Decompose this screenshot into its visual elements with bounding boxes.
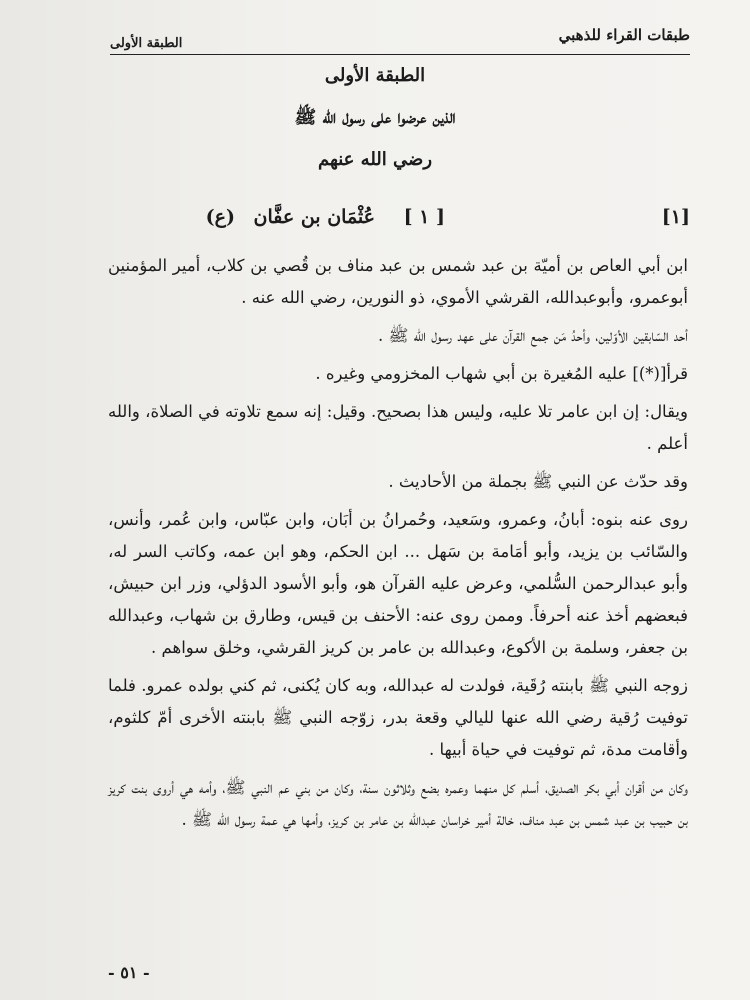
tier-subtitle: الذين عرضوا على رسول الله ﷺ [294,107,456,128]
page-number: - ٥١ - [108,963,150,982]
entry-heading [120,206,690,240]
entry-tag: (ع) [205,206,235,228]
section-title: الطبقة الأولى [110,36,183,51]
chapter-titles [0,62,750,188]
paragraph: وكان من أقران أبي بكر الصديق، أسلم كل منهما وعمره بضع وثلاثون سنة، وكان من بني عم النبي ﷺ، وأمه هي أروى بنت كريز بن حبيب بن عبد شمس بن عبد مناف، خالة أمير خراسان عبدالله بن عامر بن كريز، وأمها هي عمة رسول الله ﷺ . [108,778,688,829]
paragraph: ويقال: إن ابن عامر تلا عليه، وليس هذا بصحيح. وقيل: إنه سمع تلاوته في الصلاة، والله أعلم . [108,402,688,453]
entry-name: عُثْمَان بن عفَّان [253,206,375,228]
entry-inner-number: [ ١ ] [403,206,445,228]
paragraph: ابن أبي العاص بن أميّة بن عبد شمس بن عبد مناف بن قُصي بن كلاب، أمير المؤمنين أبوعمرو، وأبوعبدالله، القرشي الأموي، ذو النورين، رضي الله عنه . [108,256,688,307]
paragraph: زوجه النبي ﷺ بابنته رُقَية، فولدت له عبدالله، وبه كان يُكنى، ثم كني بولده عمرو. فلما توفيت رُقية رضي الله عنها لليالي وقعة بدر، زوّجه النبي ﷺ بابنته الأخرى أمّ كلثوم، وأقامت مدة، ثم توفيت في حياة أبيها . [108,676,688,759]
book-title: طبقات القراء للذهبي [558,26,690,44]
tier-blessing: رضي الله عنهم [317,149,433,170]
paragraph: قرأ[(*)] عليه المُغيرة بن أبي شهاب المخزومي وغيره . [315,364,688,383]
running-header [110,14,690,55]
paragraph: روى عنه بنوه: أبانُ، وعمرو، وسَعيد، وحُمرانُ بن أبَان، وابن عبّاس، وابن عُمر، وأنس، والسّائب بن يزيد، وأبو أمَامة بن سَهل ... ابن الحكم، وهو ابن عمه، وكاتب السر له، وأبو عبدالرحمن السُّلمي، وعرض عليه القرآن هو، وأبو الأسود الدؤلي، وزر ابن حبيش، فبعضهم أخذ عنه أحرفاً. وممن روى عنه: الأحنف بن قيس، وطارق بن شهاب، وعبدالله بن جعفر، وسلمة بن الأكوع، وعبدالله بن عامر بن كريز القرشي، وخلق سواهم . [108,510,688,657]
tier-title: الطبقة الأولى [324,65,426,86]
entry-number: [١] [661,206,690,228]
paragraph: وقد حدّث عن النبي ﷺ بجملة من الأحاديث . [388,472,688,491]
paragraph: أحد السّابقين الأوّلين، وأحدُ مَن جمع القرآن على عهد رسول الله ﷺ . [378,326,688,345]
body-text [108,250,688,842]
